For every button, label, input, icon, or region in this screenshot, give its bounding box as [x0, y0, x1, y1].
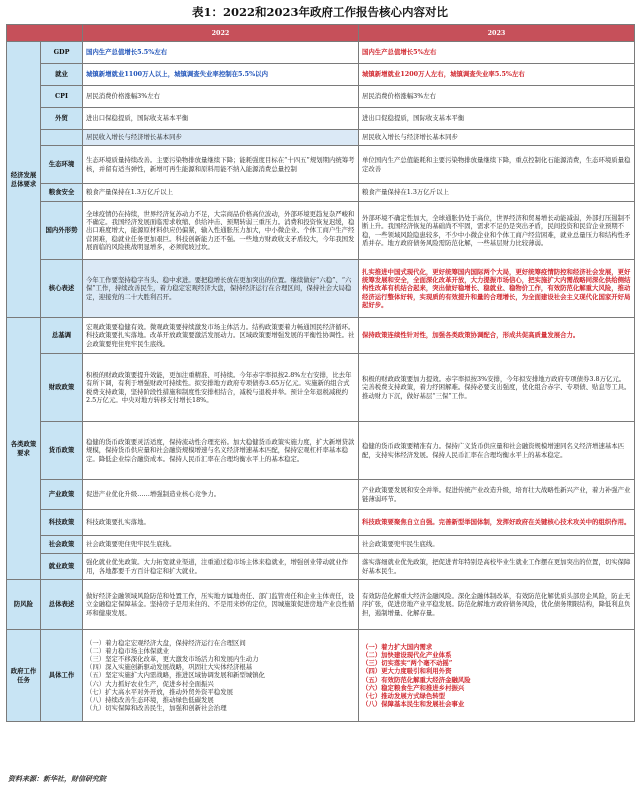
label-cpi: CPI — [41, 86, 83, 108]
monetary-2023: 稳健的货币政策要精准有力。保持广义货币供应量和社会融资规模增速同名义经济增速基本匹配，支持实体经济发展。保持人民币汇率在合理均衡水平上的基本稳定。 — [359, 422, 635, 480]
riskdesc-2022: 做好经济金融领域风险防范和处置工作，压实地方属地责任、部门监管责任和企业主体责任，设立金融稳定保障基金。坚持房子是用来住的、不是用来炒的定位，因城施策促进房地产业良性循环和健康发展。 — [83, 580, 359, 630]
row-monetary — [7, 422, 635, 480]
label-monetary: 货币政策 — [41, 422, 83, 480]
tech-2022: 科技政策要扎实落地。 — [83, 510, 359, 536]
row-grain — [7, 184, 635, 202]
task-2022-item: （八）持续改善生态环境，推动绿色低碳发展 — [86, 696, 214, 704]
tone-2023: 扎实推进中国式现代化，更好统筹国内国际两个大局，更好统筹疫情防控和经济社会发展，更好统筹发展和安全，全面深化改革开放，大力提振市场信心，把实施扩大内需战略同深化供给侧结构性改革有机结合起来，突出做好稳增长、稳就业、稳物价工作，有效防范化解重大风险，推动经济运行整体好转，实现质的有效提升和量的合理增长，为全面建设社会主义现代化国家开好局起好步。 — [359, 260, 635, 318]
row-riskdesc — [7, 580, 635, 630]
eco-2022: 生态环境质量持续改善。主要污染物排放量继续下降；能耗强度目标在“十四五”规划期内统筹考核，并留有适当弹性，新增可再生能源和原料用能不纳入能源消费总量控制 — [83, 146, 359, 184]
row-jobs — [7, 554, 635, 580]
task-2023-item: （二）加快建设现代化产业体系 — [362, 650, 452, 659]
cpi-2022: 居民消费价格涨幅3%左右 — [83, 86, 359, 108]
employ-2023: 城镇新增就业1200万人左右，城镇调查失业率5.5%左右 — [359, 64, 635, 86]
eco-2023: 单位国内生产总值能耗和主要污染物排放量继续下降，重点控制化石能源消费，生态环境质量稳定改善 — [359, 146, 635, 184]
tasks-2022 — [83, 630, 359, 722]
social-2022: 社会政策要兜住兜牢民生底线。 — [83, 536, 359, 554]
task-2023-item: （一）着力扩大国内需求 — [362, 642, 433, 651]
tasks-2023-list — [362, 643, 631, 709]
row-trade — [7, 108, 635, 130]
header-blank — [7, 25, 83, 42]
task-2022-item: （七）扩大高水平对外开放，推动外贸外资平稳发展 — [86, 687, 233, 696]
category-econ: 经济发展总体要求 — [7, 42, 41, 318]
label-grain: 粮食安全 — [41, 184, 83, 202]
grain-2022: 粮食产量保持在1.3万亿斤以上 — [83, 184, 359, 202]
row-employ — [7, 64, 635, 86]
riskdesc-2023: 有效防范化解重大经济金融风险。深化金融体制改革，有效防范化解优质头部房企风险，防止无序扩张，促进房地产业平稳发展。防范化解地方政府债务风险，优化债务期限结构，降低利息负担，遏制增量、化解存量。 — [359, 580, 635, 630]
tasks-2022-list — [86, 639, 355, 713]
gdp-2022: 国内生产总值增长5.5%左右 — [83, 42, 359, 64]
overall-2023: 保持政策连续性针对性，加强各类政策协调配合，形成共促高质量发展合力。 — [359, 318, 635, 354]
row-eco — [7, 146, 635, 184]
fiscal-2022: 积极的财政政策要提升效能，更加注重精准、可持续。今年赤字率拟按2.8%左右安排，比去年有所下调，有利于增强财政可持续性。拟安排地方政府专项债券3.65万亿元。实施新的组合式税费支持政策，坚持阶段性措施和制度性安排相结合，减税与退税并举。预计全年退税减税约2.5万亿元。中央对地方转移支付增长18%。 — [83, 354, 359, 422]
label-jobs: 就业政策 — [41, 554, 83, 580]
jobs-2022: 强化就业优先政策。大力拓宽就业渠道，注重通过稳市场主体来稳就业，增强创业带动就业作用，各地都要千方百计稳定和扩大就业。 — [83, 554, 359, 580]
row-social — [7, 536, 635, 554]
row-cpi — [7, 86, 635, 108]
social-2023: 社会政策要兜牢民生底线。 — [359, 536, 635, 554]
row-income — [7, 130, 635, 146]
label-income — [41, 130, 83, 146]
trade-2022: 进出口保稳提质，国际收支基本平衡 — [83, 108, 359, 130]
label-social: 社会政策 — [41, 536, 83, 554]
income-2022: 居民收入增长与经济增长基本同步 — [83, 130, 359, 146]
row-industry — [7, 480, 635, 510]
task-2022-item: （一）着力稳定宏观经济大盘，保持经济运行在合理区间 — [86, 638, 246, 647]
situation-2023: 外部环境不确定性加大，全球通胀仍处于高位，世界经济和贸易增长动能减弱，外部打压遏制不断上升。我国经济恢复的基础尚不牢固，需求不足仍是突出矛盾，民间投资和民营企业预期不稳，一些领域风险隐患较多，不少中小微企业和个体工商户经营困难，就业总量压力和结构性矛盾并存。地方政府债务风险需防范化解，一些基层财力比较薄弱。 — [359, 202, 635, 260]
monetary-2022: 稳健的货币政策要灵活适度，保持流动性合理充裕。加大稳健货币政策实施力度，扩大新增贷款规模，保持货币供应量和社会融资规模增速与名义经济增速基本匹配，保持宏观杠杆率基本稳定。降低企业综合融资成本。保持人民币汇率在合理均衡水平上的基本稳定。 — [83, 422, 359, 480]
situation-2022: 全球疫情仍在持续，世界经济复苏动力不足，大宗商品价格高位波动，外部环境更趋复杂严峻和不确定。我国经济发展面临需求收缩、供给冲击、预期转弱三重压力。消费和投资恢复迟缓，稳出口难度增大，能源原材料供应仍偏紧，输入性通胀压力加大，中小微企业、个体工商户生产经营困难，稳就业任务更加艰巨。科技创新能力还不强。一些地方财政收支矛盾较大，今年我国发展面临的风险挑战明显增多，必须爬坡过坎。 — [83, 202, 359, 260]
grain-2023: 粮食产量保持在1.3万亿斤以上 — [359, 184, 635, 202]
tech-2023: 科技政策要聚焦自立自强。完善新型举国体制，发挥好政府在关键核心技术攻关中的组织作用。 — [359, 510, 635, 536]
label-tone: 核心表述 — [41, 260, 83, 318]
label-fiscal: 财政政策 — [41, 354, 83, 422]
jobs-2023: 落实落细就业优先政策，把促进青年特别是高校毕业生就业工作摆在更加突出的位置，切实保障好基本民生。 — [359, 554, 635, 580]
label-overall: 总基调 — [41, 318, 83, 354]
category-gov: 政府工作任务 — [7, 630, 41, 722]
label-tech: 科技政策 — [41, 510, 83, 536]
task-2022-item: （五）坚定实施扩大内需战略，推进区域协调发展和新型城镇化 — [86, 671, 265, 680]
header-2023: 2023 — [359, 25, 635, 42]
fiscal-2023: 积极的财政政策要加力提效。赤字率拟按3%安排，今年拟安排地方政府专项债券3.8万亿元。完善税费支持政策，着力纾困解难。保持必要支出强度，优化组合赤字、专项债、贴息等工具。推动财力下沉，做好基层“三保”工作。 — [359, 354, 635, 422]
employ-2022: 城镇新增就业1100万人以上，城镇调查失业率控制在5.5%以内 — [83, 64, 359, 86]
label-situation: 国内外形势 — [41, 202, 83, 260]
category-risk: 防风险 — [7, 580, 41, 630]
task-2023-item: （七）推动发展方式绿色转型 — [362, 691, 446, 700]
task-2023-item: （四）更大力度吸引和利用外资 — [362, 667, 452, 676]
label-riskdesc: 总体表述 — [41, 580, 83, 630]
source-note: 资料来源：新华社，财信研究院 — [8, 774, 106, 783]
row-overall — [7, 318, 635, 354]
label-industry: 产业政策 — [41, 480, 83, 510]
tasks-2023 — [359, 630, 635, 722]
category-policy: 各类政策要求 — [7, 318, 41, 580]
row-tone — [7, 260, 635, 318]
task-2023-item: （六）稳定粮食生产和推进乡村振兴 — [362, 683, 465, 692]
table-title: 表1：2022和2023年政府工作报告核心内容对比 — [191, 5, 448, 19]
comparison-table — [6, 24, 635, 722]
gdp-2023: 国内生产总值增长5%左右 — [359, 42, 635, 64]
industry-2023: 产业政策要发展和安全并举。促进传统产业改造升级，培育壮大战略性新兴产业，着力补强产业链薄弱环节。 — [359, 480, 635, 510]
trade-2023: 进出口促稳提质，国际收支基本平衡 — [359, 108, 635, 130]
task-2022-item: （二）着力稳市场主体保就业 — [86, 646, 170, 655]
cpi-2023: 居民消费价格涨幅3%左右 — [359, 86, 635, 108]
row-gdp — [7, 42, 635, 64]
label-eco: 生态环境 — [41, 146, 83, 184]
label-trade: 外贸 — [41, 108, 83, 130]
task-2023-item: （八）保障基本民生和发展社会事业 — [362, 700, 465, 709]
row-fiscal — [7, 354, 635, 422]
row-tech — [7, 510, 635, 536]
label-gdp: GDP — [41, 42, 83, 64]
tone-2022: 今年工作要坚持稳字当头、稳中求进。要把稳增长放在更加突出的位置。继续做好“六稳”、“六保”工作，持续改善民生，着力稳定宏观经济大盘，保持经济运行在合理区间，保持社会大局稳定，迎接党的二十大胜利召开。 — [83, 260, 359, 318]
label-tasks: 具体工作 — [41, 630, 83, 722]
task-2023-item: （五）有效防范化解重大经济金融风险 — [362, 675, 471, 684]
industry-2022: 促进产业优化升级……增强制造业核心竞争力。 — [83, 480, 359, 510]
task-2022-item: （四）深入实施创新驱动发展战略，巩固壮大实体经济根基 — [86, 663, 253, 672]
task-2022-item: （六）大力抓好农业生产，促进乡村全面振兴 — [86, 679, 214, 688]
row-tasks — [7, 630, 635, 722]
header-row — [7, 25, 635, 42]
overall-2022: 宏观政策要稳健有效。微观政策要持续激发市场主体活力。结构政策要着力畅通国民经济循环。科技政策要扎实落地。改革开放政策要激活发展动力。区域政策要增强发展的平衡性协调性。社会政策要兜住兜牢民生底线。 — [83, 318, 359, 354]
task-2022-item: （三）坚定不移深化改革，更大激发市场活力和发展内生动力 — [86, 654, 259, 663]
task-2022-item: （九）切实保障和改善民生，加强和创新社会治理 — [86, 704, 227, 713]
label-employ: 就业 — [41, 64, 83, 86]
task-2023-item: （三）切实落实“两个毫不动摇” — [362, 659, 453, 668]
header-2022: 2022 — [83, 25, 359, 42]
row-situation — [7, 202, 635, 260]
income-2023: 居民收入增长与经济增长基本同步 — [359, 130, 635, 146]
